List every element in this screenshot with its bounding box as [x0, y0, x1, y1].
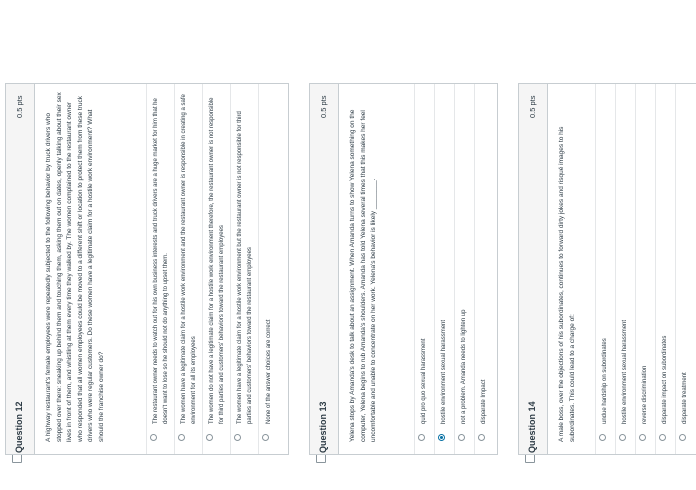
- answer-label: The women have a legitimate claim for a hostile work environment but the restaurant owner is not responsible for third parties and customers' behaviors toward the restaurant employees: [237, 111, 253, 424]
- answer-option[interactable]: [230, 84, 258, 454]
- answer-label: None of the answer choices are correct: [266, 319, 272, 424]
- answer-label: undue hardship on subordinates: [602, 338, 608, 424]
- answer-option[interactable]: [174, 84, 202, 454]
- radio-button[interactable]: [150, 434, 157, 441]
- radio-button[interactable]: [418, 434, 425, 441]
- answer-label: disparate treatment: [682, 372, 688, 424]
- answer-option[interactable]: [202, 84, 230, 454]
- radio-button-selected[interactable]: [438, 434, 445, 441]
- answer-label: The restaurant owner needs to watch out for his own business interests and truck drivers are a huge market for him that he doesn't want to lose so he should not do anything to upset them.: [153, 98, 169, 424]
- radio-button[interactable]: [262, 434, 269, 441]
- answer-label: reverse discrimination: [642, 365, 648, 424]
- answer-label: The women do not have a legitimate claim for a hostile work environment therefore, the restaurant owner is not responsible for third parties and customers' behaviors toward the restaurant employees: [209, 97, 225, 424]
- answer-label: hostile environment sexual harassment: [622, 319, 628, 424]
- radio-button[interactable]: [478, 434, 485, 441]
- answer-option[interactable]: [434, 84, 455, 454]
- question-title: Question 14: [527, 401, 537, 453]
- answer-option[interactable]: [414, 84, 435, 454]
- answer-option[interactable]: [146, 84, 174, 454]
- radio-button[interactable]: [639, 434, 646, 441]
- answer-label: disparate impact on subordinates: [662, 335, 668, 424]
- answer-option[interactable]: [655, 84, 676, 454]
- answer-option[interactable]: [454, 84, 475, 454]
- answer-label: quid pro quo sexual harassment: [421, 338, 427, 424]
- question-header: [6, 84, 35, 454]
- answer-option[interactable]: [258, 84, 288, 454]
- answer-option[interactable]: [474, 84, 497, 454]
- question-points: 0.5 pts: [319, 95, 328, 118]
- answer-option[interactable]: [635, 84, 656, 454]
- question-card: [5, 83, 289, 455]
- question-title: Question 13: [318, 401, 328, 453]
- answer-option[interactable]: [615, 84, 636, 454]
- radio-button[interactable]: [458, 434, 465, 441]
- answer-label: not a problem. Amanda needs to lighten up: [461, 309, 467, 424]
- question-text: A highway restaurant's female employees were repeatedly subjected to the following behavior by truck drivers who stopped over there: sneaking up behind them and touching them, asking them out on dates, openly talking about their sex lives in front of them, and whistling at them every time they walked by. The women complained to the restaurant owner who responded that all women employees could be moved to a different shift or location to protect them from these truck drivers who were regular customers. Do these women have a legitimate claim for a hostile work environment? What should the franchise owner do?: [45, 92, 105, 442]
- question-points: 0.5 pts: [15, 95, 24, 118]
- answer-label: The women have a legitimate claim for a hostile work environment and the restaurant owner is responsible in creating a safe environment for all its employees: [181, 94, 197, 424]
- radio-button[interactable]: [178, 434, 185, 441]
- question-card: [309, 83, 498, 455]
- question-title: Question 12: [14, 401, 24, 453]
- question-points: 0.5 pts: [528, 95, 537, 118]
- answer-label: disparate Impact: [481, 379, 487, 424]
- answer-label: hostile environment sexual harassment: [441, 319, 447, 424]
- radio-button[interactable]: [659, 434, 666, 441]
- radio-button[interactable]: [619, 434, 626, 441]
- radio-button[interactable]: [679, 434, 686, 441]
- question-header: [519, 84, 548, 454]
- answer-option[interactable]: [675, 84, 696, 454]
- radio-button[interactable]: [206, 434, 213, 441]
- radio-button[interactable]: [234, 434, 241, 441]
- question-text: Yelena stops by Amanda's desk to talk about an assignment. When Amanda turns to show Yelena something on the computer, Yelena begins to rub Amanda's shoulders. Amanda has told Yelena several times that this makes her feel uncomfortable and unable to concentrate on her work. Yelena's behavior is likely ________.: [349, 109, 378, 442]
- answer-option[interactable]: [595, 84, 616, 454]
- question-header: [310, 84, 339, 454]
- radio-button[interactable]: [599, 434, 606, 441]
- question-text: A male boss, over the objections of his subordinates, continues to forward dirty jokes and risqué images to his subordinates. This could lead to a charge of:: [558, 126, 576, 442]
- question-card: [518, 83, 696, 455]
